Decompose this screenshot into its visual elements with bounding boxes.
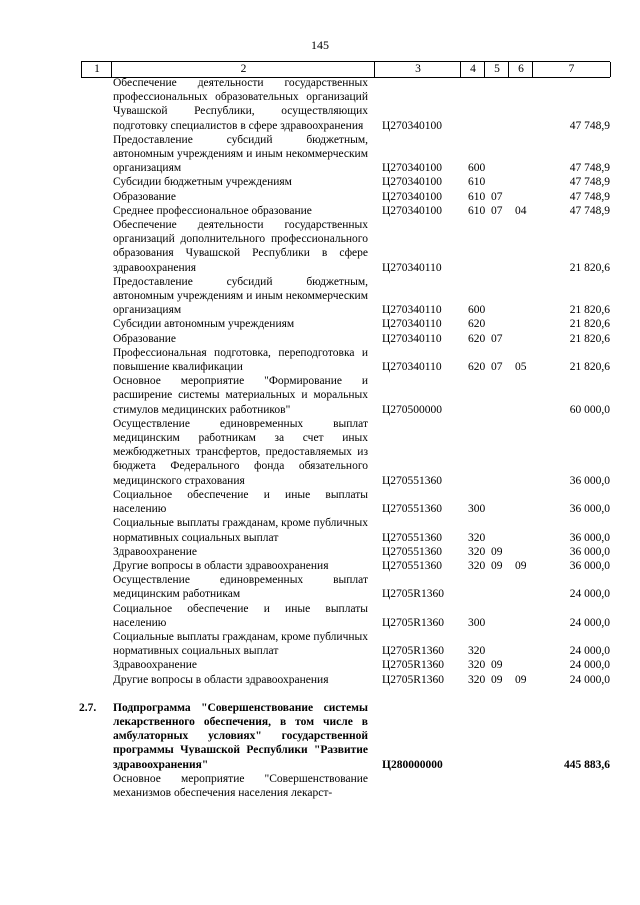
row-amount: 47 748,9	[569, 119, 610, 132]
row-amount: 36 000,0	[569, 503, 610, 516]
header-col-2: 2	[111, 62, 375, 77]
row-col6: 04	[515, 204, 527, 217]
row-description: Социальные выплаты гражданам, кроме публичных нормативных социальных выплат	[113, 630, 368, 658]
row-col4: 620	[468, 361, 486, 374]
row-description: Субсидии бюджетным учреждениям	[113, 176, 292, 189]
row-col4: 320	[468, 673, 486, 686]
row-amount: 24 000,0	[569, 616, 610, 629]
row-amount: 21 820,6	[569, 318, 610, 331]
row-code: Ц270340100	[382, 119, 443, 132]
row-col4: 300	[468, 503, 486, 516]
page-number: 145	[311, 38, 329, 52]
row-col4: 610	[468, 190, 486, 203]
row-col5: 09	[491, 659, 503, 672]
table-row	[0, 658, 640, 672]
row-col4: 320	[468, 645, 486, 658]
row-col4: 600	[468, 304, 486, 317]
row-col4: 320	[468, 531, 486, 544]
row-amount: 47 748,9	[569, 176, 610, 189]
row-description: Основное мероприятие "Совершенствование механизмов обеспечения населения лекарст-	[113, 772, 368, 799]
table-row	[0, 417, 640, 488]
row-description: Другие вопросы в области здравоохранения	[113, 673, 329, 686]
row-description: Профессиональная подготовка, переподготовка и повышение квалификации	[113, 346, 368, 374]
table-row	[0, 630, 640, 658]
table-row	[0, 317, 640, 331]
row-description: Осуществление единовременных выплат медицинским работникам	[113, 574, 368, 601]
row-amount: 36 000,0	[569, 474, 610, 487]
row-description: Социальные выплаты гражданам, кроме публичных нормативных социальных выплат	[113, 517, 368, 544]
row-col4: 320	[468, 659, 486, 672]
row-amount: 21 820,6	[569, 304, 610, 317]
table-row	[0, 673, 640, 687]
row-amount: 36 000,0	[569, 559, 610, 572]
table-row	[0, 218, 640, 275]
table-row	[0, 175, 640, 189]
header-col-7: 7	[532, 62, 611, 77]
row-col5: 09	[491, 559, 503, 572]
row-code: Ц270551360	[382, 545, 443, 558]
row-code: Ц270340100	[382, 190, 443, 203]
header-col-4: 4	[460, 62, 485, 77]
row-description: Предоставление субсидий бюджетным, автономным учреждениям и иным некоммерческим организациям	[113, 275, 368, 317]
row-description: Здравоохранение	[113, 545, 198, 558]
row-code: Ц2705R1360	[382, 645, 444, 658]
row-amount: 21 820,6	[569, 332, 610, 345]
row-col6: 09	[515, 559, 527, 572]
row-description: Другие вопросы в области здравоохранения	[113, 559, 329, 572]
table-row	[0, 602, 640, 630]
row-col5: 07	[491, 332, 503, 345]
row-col4: 320	[468, 559, 486, 572]
row-code: Ц270551360	[382, 474, 443, 487]
header-col-3: 3	[374, 62, 461, 77]
row-description: Основное мероприятие "Формирование и расширение системы материальных и моральных стимулов медицинских работников"	[113, 375, 368, 416]
row-code: Ц2705R1360	[382, 673, 444, 686]
row-code: Ц270340100	[382, 176, 443, 189]
row-col4: 600	[468, 162, 486, 175]
table-row	[0, 190, 640, 204]
subprogram-amount: 445 883,6	[564, 758, 610, 771]
row-description: Образование	[113, 190, 177, 203]
row-col5: 09	[491, 545, 503, 558]
row-code: Ц2705R1360	[382, 659, 444, 672]
row-code: Ц270340110	[382, 361, 442, 374]
row-amount: 21 820,6	[569, 261, 610, 274]
table-row	[0, 204, 640, 218]
row-amount: 36 000,0	[569, 531, 610, 544]
row-col5: 07	[491, 361, 503, 374]
row-description: Образование	[113, 332, 177, 345]
header-col-6: 6	[508, 62, 533, 77]
row-description: Среднее профессиональное образование	[113, 204, 312, 217]
row-description: Социальное обеспечение и иные выплаты населению	[113, 602, 368, 629]
header-col-1: 1	[81, 62, 112, 77]
header-col-5: 5	[484, 62, 509, 77]
section-spacer	[0, 687, 640, 701]
table-row	[0, 133, 640, 176]
row-code: Ц270551360	[382, 531, 443, 544]
row-col4: 300	[468, 616, 486, 629]
row-col5: 09	[491, 673, 503, 686]
row-col5: 07	[491, 190, 503, 203]
row-amount: 24 000,0	[569, 659, 610, 672]
row-description: Предоставление субсидий бюджетным, автономным учреждениям и иным некоммерческим организациям	[113, 133, 368, 175]
row-col4: 620	[468, 332, 486, 345]
row-amount: 24 000,0	[569, 645, 610, 658]
row-description: Осуществление единовременных выплат медицинским работникам за счет иных межбюджетных трансфертов, предоставляемых из бюджета Федерального фонда обязательного медицинского страхования	[113, 417, 368, 487]
row-description: Субсидии автономным учреждениям	[113, 318, 295, 331]
row-amount: 24 000,0	[569, 588, 610, 601]
row-amount: 47 748,9	[569, 204, 610, 217]
row-code: Ц270340100	[382, 162, 443, 175]
row-col4: 610	[468, 204, 486, 217]
row-code: Ц270551360	[382, 559, 443, 572]
subprogram-row	[0, 701, 640, 772]
table-row	[0, 488, 640, 516]
row-amount: 60 000,0	[569, 403, 610, 416]
row-code: Ц270340110	[382, 304, 442, 317]
table-row	[0, 346, 640, 374]
row-col4: 620	[468, 318, 486, 331]
row-amount: 24 000,0	[569, 673, 610, 686]
row-code: Ц270340100	[382, 204, 443, 217]
row-col4: 610	[468, 176, 486, 189]
table-row	[0, 275, 640, 318]
row-code: Ц2705R1360	[382, 616, 444, 629]
table-row	[0, 374, 640, 417]
subprogram-description: Подпрограмма "Совершенствование системы лекарственного обеспечения, в том числе в амбулаторных условиях" государственной программы Чувашской Республики "Развитие здравоохранения"	[113, 701, 368, 771]
row-amount: 36 000,0	[569, 545, 610, 558]
table-row	[0, 332, 640, 346]
row-description: Обеспечение деятельности государственных профессиональных образовательных организаций Чувашской Республики, осуществляющих подготовку специалистов в сфере здравоохранения	[113, 77, 368, 132]
table-row	[0, 545, 640, 559]
row-code: Ц270340110	[382, 332, 442, 345]
subprogram-code: Ц280000000	[382, 758, 443, 771]
row-col5: 07	[491, 204, 503, 217]
row-description: Социальное обеспечение и иные выплаты населению	[113, 488, 368, 516]
table-row	[0, 559, 640, 573]
row-col6: 09	[515, 673, 527, 686]
row-code: Ц270500000	[382, 403, 443, 416]
row-code: Ц270340110	[382, 318, 442, 331]
row-description: Здравоохранение	[113, 659, 198, 672]
table-row	[0, 573, 640, 601]
row-code: Ц270340110	[382, 261, 442, 274]
row-col6: 05	[515, 361, 527, 374]
table-row	[0, 516, 640, 544]
row-amount: 47 748,9	[569, 190, 610, 203]
subprogram-number: 2.7.	[79, 701, 97, 714]
row-code: Ц2705R1360	[382, 588, 444, 601]
table-row	[0, 76, 640, 133]
budget-table-body	[0, 76, 640, 800]
row-col4: 320	[468, 545, 486, 558]
row-amount: 47 748,9	[569, 162, 610, 175]
table-row	[0, 772, 640, 800]
row-amount: 21 820,6	[569, 361, 610, 374]
row-code: Ц270551360	[382, 503, 443, 516]
row-description: Обеспечение деятельности государственных организаций дополнительного профессионального образования Чувашской Республики в сфере здравоохранения	[113, 219, 368, 274]
